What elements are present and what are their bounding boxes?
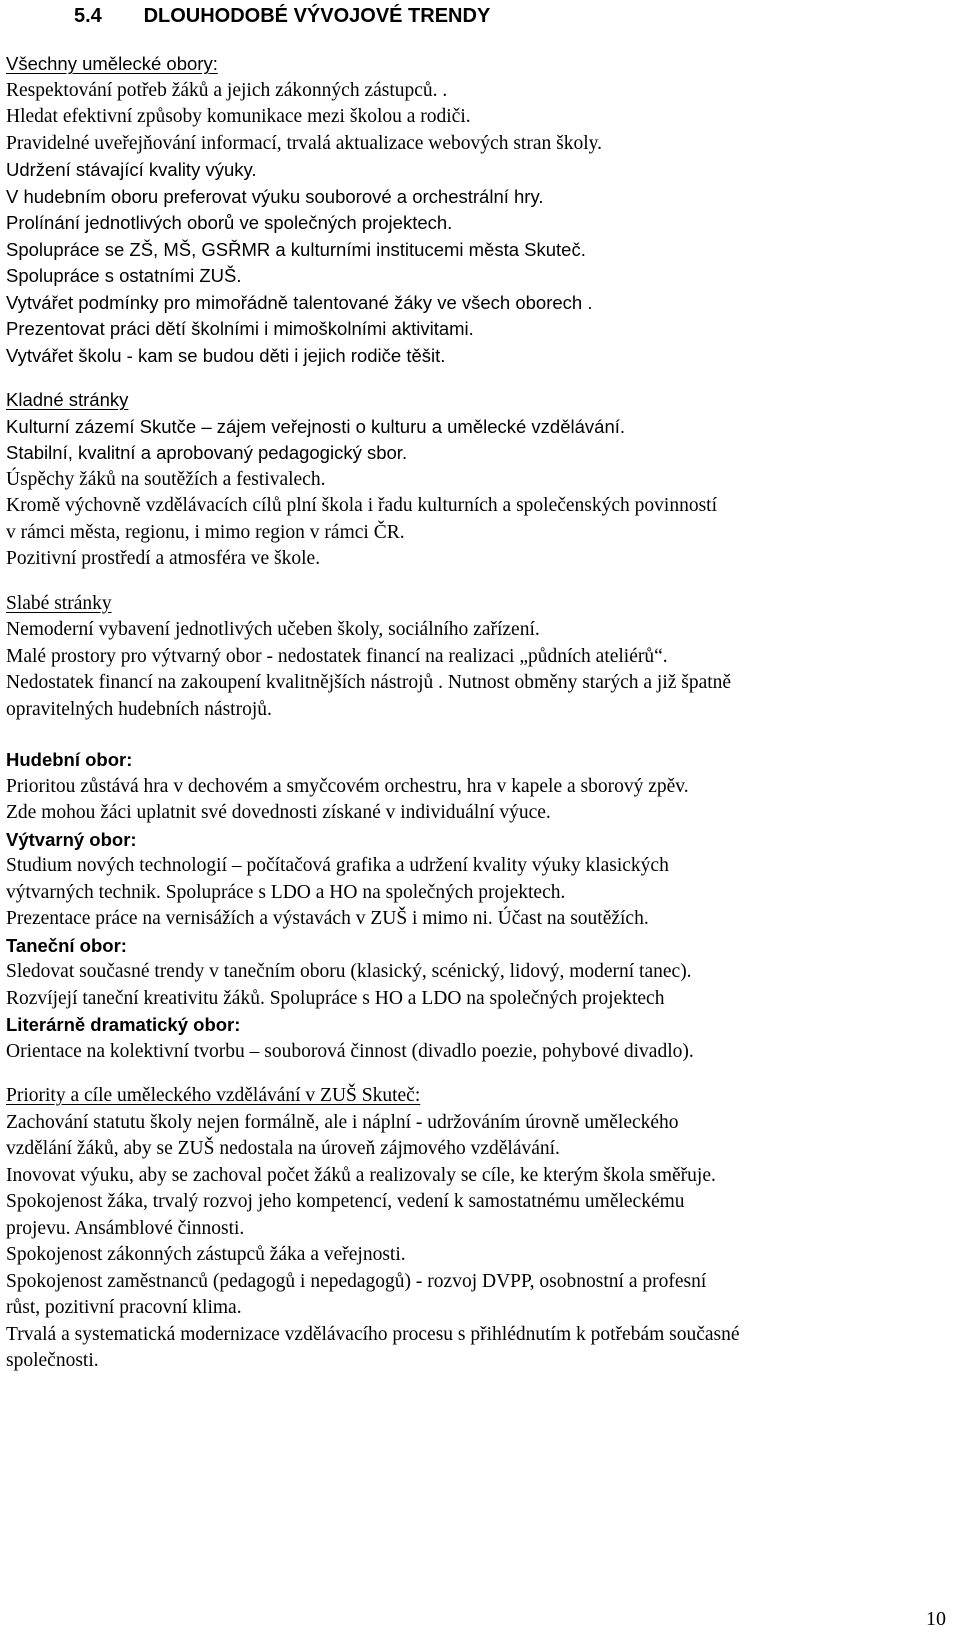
section-title: Kladné stránky	[6, 389, 129, 410]
heading-title: DLOUHODOBÉ VÝVOJOVÉ TRENDY	[143, 5, 491, 27]
list-item: Rozvíjejí taneční kreativitu žáků. Spolupráce s HO a LDO na společných projektech	[6, 987, 665, 1009]
list-item: Nemoderní vybavení jednotlivých učeben školy, sociálního zařízení.	[6, 619, 540, 640]
list-item: Respektování potřeb žáků a jejich zákonných zástupců. .	[6, 79, 448, 101]
list-item: Malé prostory pro výtvarný obor - nedostatek financí na realizaci „půdních ateliérů“.	[6, 645, 668, 667]
list-item: Prioritou zůstává hra v dechovém a smyčcovém orchestru, hra v kapele a sborový zpěv.	[6, 775, 689, 797]
field-title-drama: Literárně dramatický obor:	[6, 1014, 241, 1035]
field-title-dance: Taneční obor:	[6, 934, 127, 956]
list-item: Zachování statutu školy nejen formálně, ale i náplní - udržováním úrovně uměleckého	[6, 1111, 679, 1133]
section-title: Všechny umělecké obory:	[6, 53, 218, 74]
section-priorities	[6, 1083, 946, 1375]
list-item: Trvalá a systematická modernizace vzdělávacího procesu s přihlédnutím k potřebám současné	[6, 1323, 740, 1345]
section-heading	[6, 0, 946, 35]
list-item: Prolínání jednotlivých oborů ve společných projektech.	[6, 212, 453, 233]
list-item: vzdělání žáků, aby se ZUŠ nedostala na úroveň zájmového vzdělávání.	[6, 1138, 560, 1159]
list-item: Stabilní, kvalitní a aprobovaný pedagogický sbor.	[6, 442, 408, 463]
list-item: Hledat efektivní způsoby komunikace mezi školou a rodiči.	[6, 106, 471, 127]
section-strengths	[6, 387, 946, 573]
section-title: Priority a cíle uměleckého vzdělávání v ZUŠ Skuteč:	[6, 1085, 421, 1106]
page-number: 10	[926, 1608, 946, 1630]
heading-number: 5.4	[74, 5, 102, 27]
list-item: Vytvářet podmínky pro mimořádně talentované žáky ve všech oborech .	[6, 291, 593, 313]
list-item: V hudebním oboru preferovat výuku souborové a orchestrální hry.	[6, 185, 544, 207]
list-item: Pravidelné uveřejňování informací, trvalá aktualizace webových stran školy.	[6, 132, 602, 154]
document-page	[6, 0, 946, 1375]
list-item: Prezentovat práci dětí školními i mimoškolními aktivitami.	[6, 318, 474, 339]
section-all-fields	[6, 51, 946, 369]
list-item: Orientace na kolektivní tvorbu – souborová činnost (divadlo poezie, pohybové divadlo).	[6, 1040, 694, 1062]
list-item: Sledovat současné trendy v tanečním oboru (klasický, scénický, lidový, moderní tanec).	[6, 961, 692, 982]
section-weaknesses	[6, 591, 946, 724]
list-item: v rámci města, regionu, i mimo region v rámci ČR.	[6, 521, 405, 543]
list-item: společnosti.	[6, 1350, 99, 1371]
list-item: Inovovat výuku, aby se zachoval počet žáků a realizovaly se cíle, ke kterým škola směřuje.	[6, 1164, 716, 1186]
list-item: Spokojenost zákonných zástupců žáka a veřejnosti.	[6, 1244, 406, 1265]
list-item: Spokojenost žáka, trvalý rozvoj jeho kompetencí, vedení k samostatnému uměleckému	[6, 1191, 685, 1212]
list-item: Udržení stávající kvality výuky.	[6, 159, 257, 180]
list-item: Nedostatek financí na zakoupení kvalitnějších nástrojů . Nutnost obměny starých a již špatně	[6, 672, 732, 693]
list-item: Úspěchy žáků na soutěžích a festivalech.	[6, 468, 326, 490]
list-item: Kulturní zázemí Skutče – zájem veřejnosti o kulturu a umělecké vzdělávání.	[6, 415, 626, 437]
list-item: Studium nových technologií – počítačová grafika a udržení kvality výuky klasických	[6, 855, 669, 876]
list-item: růst, pozitivní pracovní klima.	[6, 1297, 242, 1318]
list-item: Vytvářet školu - kam se budou děti i jejich rodiče těšit.	[6, 344, 446, 366]
list-item: Zde mohou žáci uplatnit své dovednosti získané v individuální výuce.	[6, 802, 551, 823]
list-item: výtvarných technik. Spolupráce s LDO a HO na společných projektech.	[6, 881, 566, 903]
list-item: Pozitivní prostředí a atmosféra ve škole.	[6, 548, 321, 569]
list-item: opravitelných hudebních nástrojů.	[6, 698, 272, 720]
list-item: Spolupráce se ZŠ, MŠ, GSŘMR a kulturními institucemi města Skuteč.	[6, 238, 586, 260]
list-item: projevu. Ansámblové činnosti.	[6, 1217, 245, 1239]
section-title: Slabé stránky	[6, 592, 112, 614]
list-item: Prezentace práce na vernisážích a výstavách v ZUŠ i mimo ni. Účast na soutěžích.	[6, 908, 649, 929]
section-fields	[6, 747, 946, 1065]
field-title-art: Výtvarný obor:	[6, 828, 137, 850]
field-title-music: Hudební obor:	[6, 749, 133, 770]
list-item: Spokojenost zaměstnanců (pedagogů i nepedagogů) - rozvoj DVPP, osobnostní a profesní	[6, 1270, 707, 1292]
list-item: Spolupráce s ostatními ZUŠ.	[6, 265, 242, 286]
list-item: Kromě výchovně vzdělávacích cílů plní škola i řadu kulturních a společenských povinností	[6, 495, 718, 516]
